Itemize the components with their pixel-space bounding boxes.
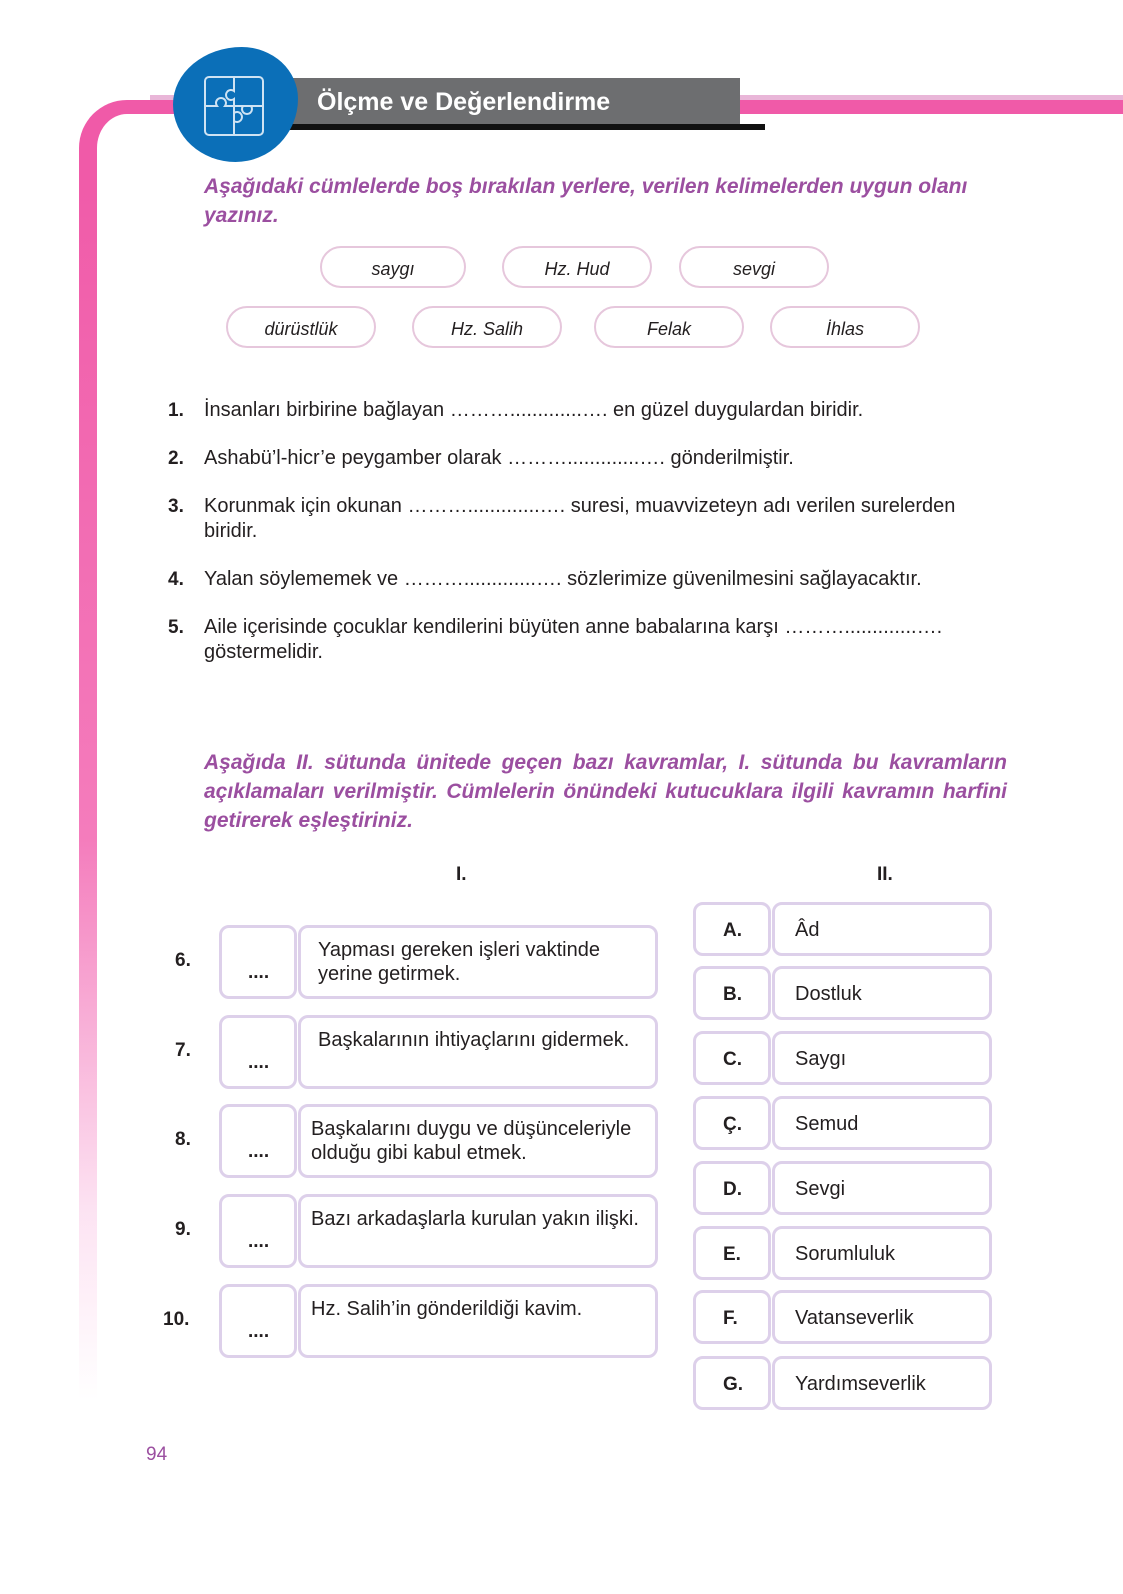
concept-letter-box xyxy=(693,1031,771,1085)
item-number: 10. xyxy=(163,1309,190,1330)
item-number: 9. xyxy=(175,1219,191,1240)
word-option: saygı xyxy=(320,246,466,288)
concept-letter-box xyxy=(693,902,771,956)
concept-box xyxy=(772,1096,992,1150)
answer-box[interactable] xyxy=(219,925,297,999)
concept-letter: A. xyxy=(723,920,742,941)
concept-letter: D. xyxy=(723,1179,742,1200)
concept-text: Yardımseverlik xyxy=(795,1373,926,1395)
question-text: Aile içerisinde çocuklar kendilerini büyüten anne babalarına karşı ……….............…. göstermelidir. xyxy=(204,616,943,663)
page-number: 94 xyxy=(146,1444,168,1465)
answer-blank: .... xyxy=(248,1321,270,1342)
instruction-matching: Aşağıda II. sütunda ünitede geçen bazı kavramlar, I. sütunda bu kavramların açıklamaları verilmiştir. Cümlelerin önündeki kutucuklara ilgili kavramın harfini getirerek eşleştiriniz. xyxy=(204,751,1007,832)
concept-letter-box xyxy=(693,1290,771,1344)
instruction-fill-blanks: Aşağıdaki cümlelerde boş bırakılan yerlere, verilen kelimelerden uygun olanı yazınız. xyxy=(204,175,968,227)
description-box xyxy=(298,1015,658,1089)
description-box xyxy=(298,925,658,999)
description-text: Yapması gereken işleri vaktinde yerine getirmek. xyxy=(318,939,600,985)
concept-letter: F. xyxy=(723,1308,738,1329)
concept-letter-box xyxy=(693,1226,771,1280)
description-text: Bazı arkadaşlarla kurulan yakın ilişki. xyxy=(311,1208,639,1230)
answer-box[interactable] xyxy=(219,1015,297,1089)
concept-letter: B. xyxy=(723,984,742,1005)
concept-box xyxy=(772,1226,992,1280)
word-option: sevgi xyxy=(679,246,829,288)
concept-text: Semud xyxy=(795,1113,859,1135)
question-text: Ashabü’l-hicr’e peygamber olarak ……….............…. gönderilmiştir. xyxy=(204,447,794,469)
concept-text: Sevgi xyxy=(795,1178,846,1200)
title-bar-shadow xyxy=(240,124,765,130)
concept-letter: G. xyxy=(723,1374,744,1395)
question-text: İnsanları birbirine bağlayan ……….............…. en güzel duygulardan biridir. xyxy=(204,399,864,421)
concept-letter: Ç. xyxy=(723,1114,742,1135)
word-option: Felak xyxy=(594,306,744,348)
concept-box xyxy=(772,1161,992,1215)
question-text: Korunmak için okunan ……….............…. suresi, muavvizeteyn adı verilen surelerden biridir. xyxy=(204,495,956,542)
answer-box[interactable] xyxy=(219,1194,297,1268)
answer-blank: .... xyxy=(248,1052,270,1073)
concept-text: Vatanseverlik xyxy=(795,1307,914,1329)
item-number: 7. xyxy=(175,1040,191,1061)
question-number: 4. xyxy=(168,569,184,590)
concept-letter-box xyxy=(693,1161,771,1215)
concept-box xyxy=(772,966,992,1020)
word-option: Hz. Hud xyxy=(502,246,652,288)
description-text: Başkalarını duygu ve düşünceleriyle olduğu gibi kabul etmek. xyxy=(311,1118,632,1164)
answer-blank: .... xyxy=(248,962,270,983)
description-text: Başkalarının ihtiyaçlarını gidermek. xyxy=(318,1029,630,1051)
answer-blank: .... xyxy=(248,1141,270,1162)
concept-text: Saygı xyxy=(795,1048,847,1070)
question-number: 2. xyxy=(168,448,184,469)
answer-box[interactable] xyxy=(219,1104,297,1178)
word-option: Hz. Salih xyxy=(412,306,562,348)
question-number: 1. xyxy=(168,400,184,421)
concept-letter: C. xyxy=(723,1049,742,1070)
page-frame-corner xyxy=(79,100,159,180)
concept-box xyxy=(772,1290,992,1344)
concept-letter-box xyxy=(693,1356,771,1410)
concept-text: Âd xyxy=(795,919,820,941)
concept-text: Sorumluluk xyxy=(795,1243,896,1265)
description-text: Hz. Salih’in gönderildiği kavim. xyxy=(311,1298,583,1320)
column-header-2: II. xyxy=(877,864,893,885)
answer-box[interactable] xyxy=(219,1284,297,1358)
concept-letter-box xyxy=(693,966,771,1020)
page-frame-left xyxy=(79,150,97,1400)
description-box xyxy=(298,1104,658,1178)
section-title: Ölçme ve Değerlendirme xyxy=(317,88,611,116)
word-option: İhlas xyxy=(770,306,920,348)
concept-text: Dostluk xyxy=(795,983,862,1005)
concept-letter: E. xyxy=(723,1244,741,1265)
header-badge xyxy=(173,47,298,162)
concept-box xyxy=(772,902,992,956)
puzzle-icon xyxy=(173,47,298,162)
concept-box xyxy=(772,1356,992,1410)
concept-letter-box xyxy=(693,1096,771,1150)
item-number: 6. xyxy=(175,950,191,971)
item-number: 8. xyxy=(175,1129,191,1150)
question-text: Yalan söylememek ve ……….............…. sözlerimize güvenilmesini sağlayacaktır. xyxy=(204,568,922,590)
column-header-1: I. xyxy=(456,864,467,885)
question-number: 5. xyxy=(168,617,184,638)
description-box xyxy=(298,1284,658,1358)
description-box xyxy=(298,1194,658,1268)
question-number: 3. xyxy=(168,496,184,517)
answer-blank: .... xyxy=(248,1231,270,1252)
concept-box xyxy=(772,1031,992,1085)
word-option: dürüstlük xyxy=(226,306,376,348)
